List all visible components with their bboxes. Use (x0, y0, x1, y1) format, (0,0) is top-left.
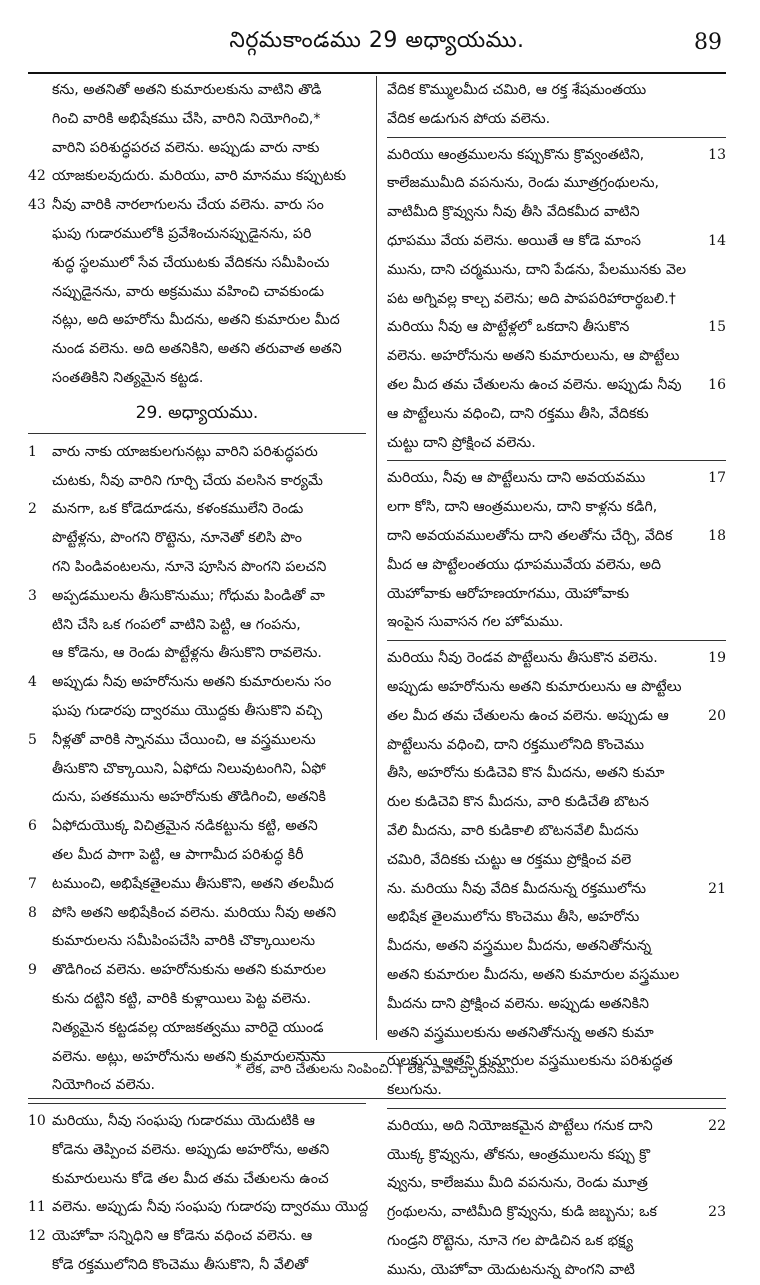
line-text: తల మీద తమ చేతులను ఉంచ వలెను. అప్పుడు ఆ (387, 707, 669, 724)
text-line (387, 731, 726, 760)
text-line (28, 553, 366, 582)
text-line (28, 668, 366, 697)
text-line (28, 162, 366, 191)
text-line (28, 76, 366, 105)
line-text: వ్వును, కాలేజము మీది వపనును, రెండు మూత్ర (387, 1175, 648, 1192)
line-text: రుల కుడిచెవి కొన మీదను, వారి కుడిచేతి బొటన (387, 794, 649, 811)
text-line (28, 134, 366, 163)
text-line (387, 702, 726, 731)
text-line (28, 783, 366, 812)
page-header (28, 20, 726, 66)
line-text: అతని వస్త్రములకును అతనితోనున్న అతని కుమా (387, 1024, 654, 1041)
line-text: ధూపము వేయ వలెను. అయితే ఆ కోడె మాంస (387, 232, 641, 249)
line-text: కోడెను తెప్పించ వలెను. అప్పుడు అహరోను, అతని (52, 1141, 330, 1158)
line-text: ఆ కోడెను, ఆ రెండు పొట్టేళ్లను తీసుకొని రావలెను. (52, 645, 322, 662)
line-text: పొట్టేళ్లను, పొంగని రొట్టెను, నూనెతో కలిసి పొం (52, 530, 302, 547)
text-line (387, 961, 726, 990)
text-line (387, 371, 726, 400)
text-line (28, 697, 366, 726)
text-line (387, 227, 726, 256)
paragraph-rule (387, 640, 726, 641)
paragraph-rule (387, 137, 726, 138)
line-text: కలుగును. (387, 1082, 442, 1099)
verse-number: 21 (708, 880, 726, 897)
text-line (387, 932, 726, 961)
line-text: తల మీద తమ చేతులను ఉంచ వలెను. అప్పుడు నీవు (387, 376, 682, 393)
text-line (28, 306, 366, 335)
verse-number: 11 (28, 1199, 46, 1216)
paragraph-rule (28, 1103, 366, 1104)
text-line (28, 191, 366, 220)
line-text: యెహోవాకు ఆరోహణయాగము, యెహోవాకు (387, 585, 630, 602)
verse-number: 16 (708, 376, 726, 393)
line-text: మరియు, అది నియోజకమైన పొట్టేలు గనుక దాని (387, 1117, 653, 1134)
text-line (28, 105, 366, 134)
text-line (387, 759, 726, 788)
line-text: అతని కుమారుల మీదను, అతని కుమారుల వస్త్రముల (387, 966, 680, 983)
line-text: గించి వారికి అభిషేకము చేసి, వారిని నియోగించి,* (52, 110, 321, 127)
line-text: కుమారులను సమీపింపచేసి వారికి చొక్కాయిలను (52, 933, 316, 950)
text-line (28, 249, 366, 278)
text-line (28, 927, 366, 956)
text-line (28, 985, 366, 1014)
line-text: నప్పుడైనను, వారు అక్రమము వహించి చావకుండు (52, 283, 325, 300)
line-text: మరియు నీవు రెండవ పొట్టేలును తీసుకొన వలెను. (387, 650, 658, 667)
verse-number: 18 (708, 527, 726, 544)
text-line (387, 846, 726, 875)
line-text: కను, అతనితో అతని కుమారులకును వాటిని తొడి (52, 82, 322, 98)
line-text: తీసి, అహరోను కుడిచెవి కొన మీదను, అతని కుమా (387, 765, 665, 782)
line-text: గ్రంథులను, వాటిమీది క్రొవ్వును, కుడి జబ్బను; ఒక (387, 1204, 657, 1221)
text-line (387, 256, 726, 285)
line-text: కును దట్టిని కట్టి, వారికి కుళ్లాయిలు పెట్ట వలెను. (52, 990, 311, 1007)
text-line (387, 169, 726, 198)
line-text: గని పిండివంటలను, నూనె పూసిన పొంగని పలచని (52, 558, 327, 575)
page-number: 89 (694, 30, 722, 55)
line-text: నట్లు, అది అహరోను మీదను, అతని కుమారుల మీద (52, 312, 340, 329)
line-text: యెహోవా సన్నిధిని ఆ కోడెను వధించ వలెను. ఆ (52, 1228, 313, 1245)
text-line (387, 903, 726, 932)
text-line (28, 278, 366, 307)
text-line (28, 841, 366, 870)
paragraph-rule (387, 460, 726, 461)
line-text: నీళ్లతో వారికి స్నానము చేయించి, ఆ వస్త్రములను (52, 731, 316, 748)
text-line (387, 342, 726, 371)
line-text: ఘపు గుడారపు ద్వారము యొద్దకు తీసుకొని వచ్చి (52, 702, 323, 719)
text-line (28, 611, 366, 640)
line-text: మరియు నీవు ఆ పొట్టేళ్లలో ఒకదాని తీసుకొన (387, 319, 630, 336)
line-text: నుండ వలెను. అది అతనికిని, అతని తరువాత అతని (52, 341, 342, 358)
chapter-heading: 29. అధ్యాయము. (28, 393, 366, 434)
line-text: కోడె రక్తములోనిది కొంచెము తీసుకొని, నీ వేలితో (52, 1257, 309, 1274)
line-text: టముంచి, అభిషేకతైలము తీసుకొని, అతని తలమీద (52, 875, 334, 892)
verse-number: 10 (28, 1113, 46, 1130)
text-line (387, 1169, 726, 1198)
text-line (28, 364, 366, 393)
line-text: మును, దాని చర్మమును, దాని పేడను, పేలమునకు వెల (387, 261, 686, 278)
line-text: చమిరి, వేదికకు చుట్టు ఆ రక్తము ప్రోక్షించ వలె (387, 851, 632, 868)
line-text: వారు నాకు యాజకులగునట్లు వారిని పరిశుద్ధపరు (52, 443, 318, 460)
line-text: చుటకు, నీవు వారిని గూర్చి చేయ వలసిన కార్యమే (52, 472, 323, 489)
text-line (28, 956, 366, 985)
line-text: అప్పుడు అహరోనును అతని కుమారులును ఆ పొట్టేలు (387, 678, 682, 695)
text-line (28, 1222, 366, 1251)
verse-number: 22 (708, 1117, 726, 1134)
text-line (387, 141, 726, 170)
footnote: * లేక, వారి చేతులను నింపించి. † లేక, పాపాచ్ఛాదనము. (235, 1062, 519, 1077)
line-text: తొడిగించ వలెను. అహరోనుకును అతని కుమారుల (52, 962, 326, 979)
bottom-rule (28, 1098, 726, 1099)
text-line (387, 608, 726, 637)
text-line (28, 870, 366, 899)
text-line (387, 875, 726, 904)
text-line (387, 990, 726, 1019)
text-line (28, 639, 366, 668)
line-text: అభిషేక తైలములోను కొంచెము తీసి, అహరోను (387, 909, 640, 926)
line-text: చుట్టు దాని ప్రోక్షించ వలెను. (387, 434, 536, 451)
line-text: వేదిక అడుగున పోయ వలెను. (387, 110, 551, 127)
verse-number: 43 (28, 197, 46, 214)
line-text: లగా కోసి, దాని ఆంత్రములను, దాని కాళ్లను కడిగి, (387, 499, 658, 516)
line-text: మరియు, నీవు ఆ పొట్టేలును దాని అవయవము (387, 470, 646, 487)
line-text: మరియు, నీవు సంఘపు గుడారము యెదుటికి ఆ (52, 1113, 315, 1130)
verse-number: 17 (708, 470, 726, 487)
text-line (28, 1251, 366, 1280)
text-line (28, 467, 366, 496)
verse-number: 9 (28, 962, 37, 979)
paragraph-rule (387, 1108, 726, 1109)
line-text: నియోగించ వలెను. (52, 1077, 156, 1094)
line-text: పట అగ్నివల్ల కాల్చ వలెను; అది పాపపరిహారార్థబలి.† (387, 290, 676, 307)
text-line (387, 105, 726, 134)
text-line (387, 313, 726, 342)
text-line (387, 580, 726, 609)
text-line (387, 522, 726, 551)
footnote-rule (290, 1052, 470, 1053)
line-text: మీద ఆ పొట్టేలంతయు ధూపమువేయ వలెను, అది (387, 556, 662, 573)
text-line (387, 1227, 726, 1256)
text-line (387, 1256, 726, 1285)
line-text: కుమారులును కోడె తల మీద తమ చేతులను ఉంచ (52, 1170, 329, 1187)
text-line (387, 1198, 726, 1227)
line-text: వాటిమీది క్రొవ్వును నీవు తీసి వేదికమీద వాటిని (387, 204, 640, 221)
text-line (28, 582, 366, 611)
text-line (28, 812, 366, 841)
verse-number: 42 (28, 168, 46, 185)
line-text: వలెను. అహరోనును అతని కుమారులును, ఆ పొట్టేలు (387, 348, 680, 365)
line-text: మీదను, అతని వస్త్రముల మీదను, అతనితోనున్న (387, 938, 652, 955)
line-text: ఘపు గుడారములోకి ప్రవేశించునప్పుడైనను, పరి (52, 225, 312, 242)
text-line (28, 335, 366, 364)
text-line (387, 551, 726, 580)
text-line (387, 673, 726, 702)
text-line (387, 285, 726, 314)
line-text: వలెను. అప్పుడు నీవు సంఘపు గుడారపు ద్వారము యొద్ద (52, 1199, 369, 1216)
text-line (28, 1193, 369, 1222)
line-text: దాని అవయవములతోను దాని తలతోను చేర్చి, వేదిక (387, 527, 673, 544)
line-text: మీదను దాని ప్రోక్షించ వలెను. అప్పుడు అతనికిని (387, 995, 649, 1012)
verse-number: 4 (28, 674, 37, 691)
line-text: పొట్టేలును వధించి, దాని రక్తములోనిది కొంచెము (387, 736, 645, 753)
verse-number: 3 (28, 587, 37, 604)
running-title: నిర్గమకాండము 29 అధ్యాయము. (229, 28, 525, 53)
text-line (387, 400, 726, 429)
text-line (387, 644, 726, 673)
text-line (387, 1141, 726, 1170)
line-text: ను. మరియు నీవు వేదిక మీదనున్న రక్తములోను (387, 880, 647, 897)
line-text: వలెను. అట్లు, అహరోనును అతని కుమారులనును (52, 1048, 326, 1065)
text-line (28, 1165, 366, 1194)
text-line (387, 1019, 726, 1048)
line-text: రులకును అతని కుమారుల వస్త్రములకును పరిశుద్ధత (387, 1053, 673, 1070)
line-text: మరియు ఆంత్రములను కప్పుకొను క్రొవ్వంతటిని, (387, 146, 645, 163)
line-text: కాలేజముమీది వపనును, రెండు మూత్రగ్రంథులను, (387, 175, 659, 192)
verse-number: 15 (708, 319, 726, 336)
verse-number: 5 (28, 731, 37, 748)
line-text: టిని చేసి ఒక గంపలో వాటిని పెట్టి, ఆ గంపను, (52, 616, 301, 633)
verse-number: 6 (28, 818, 37, 835)
header-rule (28, 72, 726, 74)
verse-number: 12 (28, 1228, 46, 1245)
line-text: అప్పుడు నీవు అహరోనును అతని కుమారులను సం (52, 674, 332, 691)
text-line (387, 788, 726, 817)
line-text: తల మీద పాగా పెట్టి, ఆ పాగామీద పరిశుద్ధ కిరీ (52, 846, 304, 863)
text-line (387, 1076, 726, 1105)
text-line (387, 1112, 726, 1141)
text-line (28, 1136, 366, 1165)
text-line (28, 495, 366, 524)
verse-number: 2 (28, 501, 37, 518)
line-text: ఆ పొట్టేలును వధించి, దాని రక్తము తీసి, వేదికకు (387, 405, 649, 422)
verse-number: 8 (28, 904, 37, 921)
text-line (387, 464, 726, 493)
line-text: యాజకులవుదురు. మరియు, వారి మానము కప్పుటకు (52, 168, 346, 185)
line-text: మును, యెహోవా యెదుటనున్న పొంగని వాటి (387, 1261, 635, 1278)
verse-number: 1 (28, 443, 37, 460)
text-line (387, 817, 726, 846)
text-line (28, 1107, 366, 1136)
line-text: ఇంపైన సువాసన గల హోమము. (387, 614, 564, 631)
line-text: శుద్ధ స్థలములో సేవ చేయుటకు వేదికను సమీపించు (52, 254, 330, 271)
verse-number: 23 (708, 1204, 726, 1221)
text-line (28, 899, 366, 928)
line-text: గుండ్రని రొట్టెను, నూనె గల పొడిచిన ఒక భక్ష్య (387, 1233, 634, 1250)
text-line (28, 1014, 366, 1043)
line-text: ఏఫోదుయొక్క విచిత్రమైన నడికట్టును కట్టి, అతని (52, 818, 318, 835)
line-text: వారిని పరిశుద్ధపరచ వలెను. అప్పుడు వారు నాకు (52, 139, 320, 156)
text-line (387, 76, 726, 105)
verse-number: 13 (708, 146, 726, 163)
text-line (28, 220, 366, 249)
line-text: వేదిక కొమ్ములమీద చమిరి, ఆ రక్త శేషమంతయు (387, 82, 647, 98)
verse-number: 14 (708, 232, 726, 249)
line-text: నిత్యమైన కట్టడవల్ల యాజకత్వము వారిదై యుండ (52, 1019, 324, 1036)
line-text: యొక్క క్రొవ్వును, తోకను, ఆంత్రములను కప్పు క్రొ (387, 1146, 651, 1163)
line-text: వేలి మీదను, వారి కుడికాలి బొటనవేలి మీదను (387, 822, 639, 839)
verse-number: 19 (708, 650, 726, 667)
verse-number: 7 (28, 875, 37, 892)
line-text: అప్పడములను తీసుకొనుము; గోధుమ పిండితో వా (52, 587, 325, 604)
line-text: సంతతికిని నిత్యమైన కట్టడ. (52, 369, 204, 386)
text-line (28, 438, 366, 467)
line-text: పోసి అతని అభిషేకించ వలెను. మరియు నీవు అతని (52, 904, 337, 921)
line-text: దును, పతకమును అహరోనుకు తొడిగించి, అతనికి (52, 789, 326, 806)
line-text: నీవు వారికి నారలాగులను చేయ వలెను. వారు సం (52, 197, 324, 214)
verse-number: 20 (708, 707, 726, 724)
line-text: తీసుకొని చొక్కాయిని, ఏఫోదు నిలువుటంగిని, ఏఫో (52, 760, 326, 777)
text-line (28, 726, 366, 755)
text-line (28, 524, 366, 553)
text-line (387, 493, 726, 522)
text-line (28, 755, 366, 784)
text-line (387, 429, 726, 458)
text-line (387, 198, 726, 227)
line-text: మనగా, ఒక కోడెదూడను, కళంకములేని రెండు (52, 501, 304, 518)
